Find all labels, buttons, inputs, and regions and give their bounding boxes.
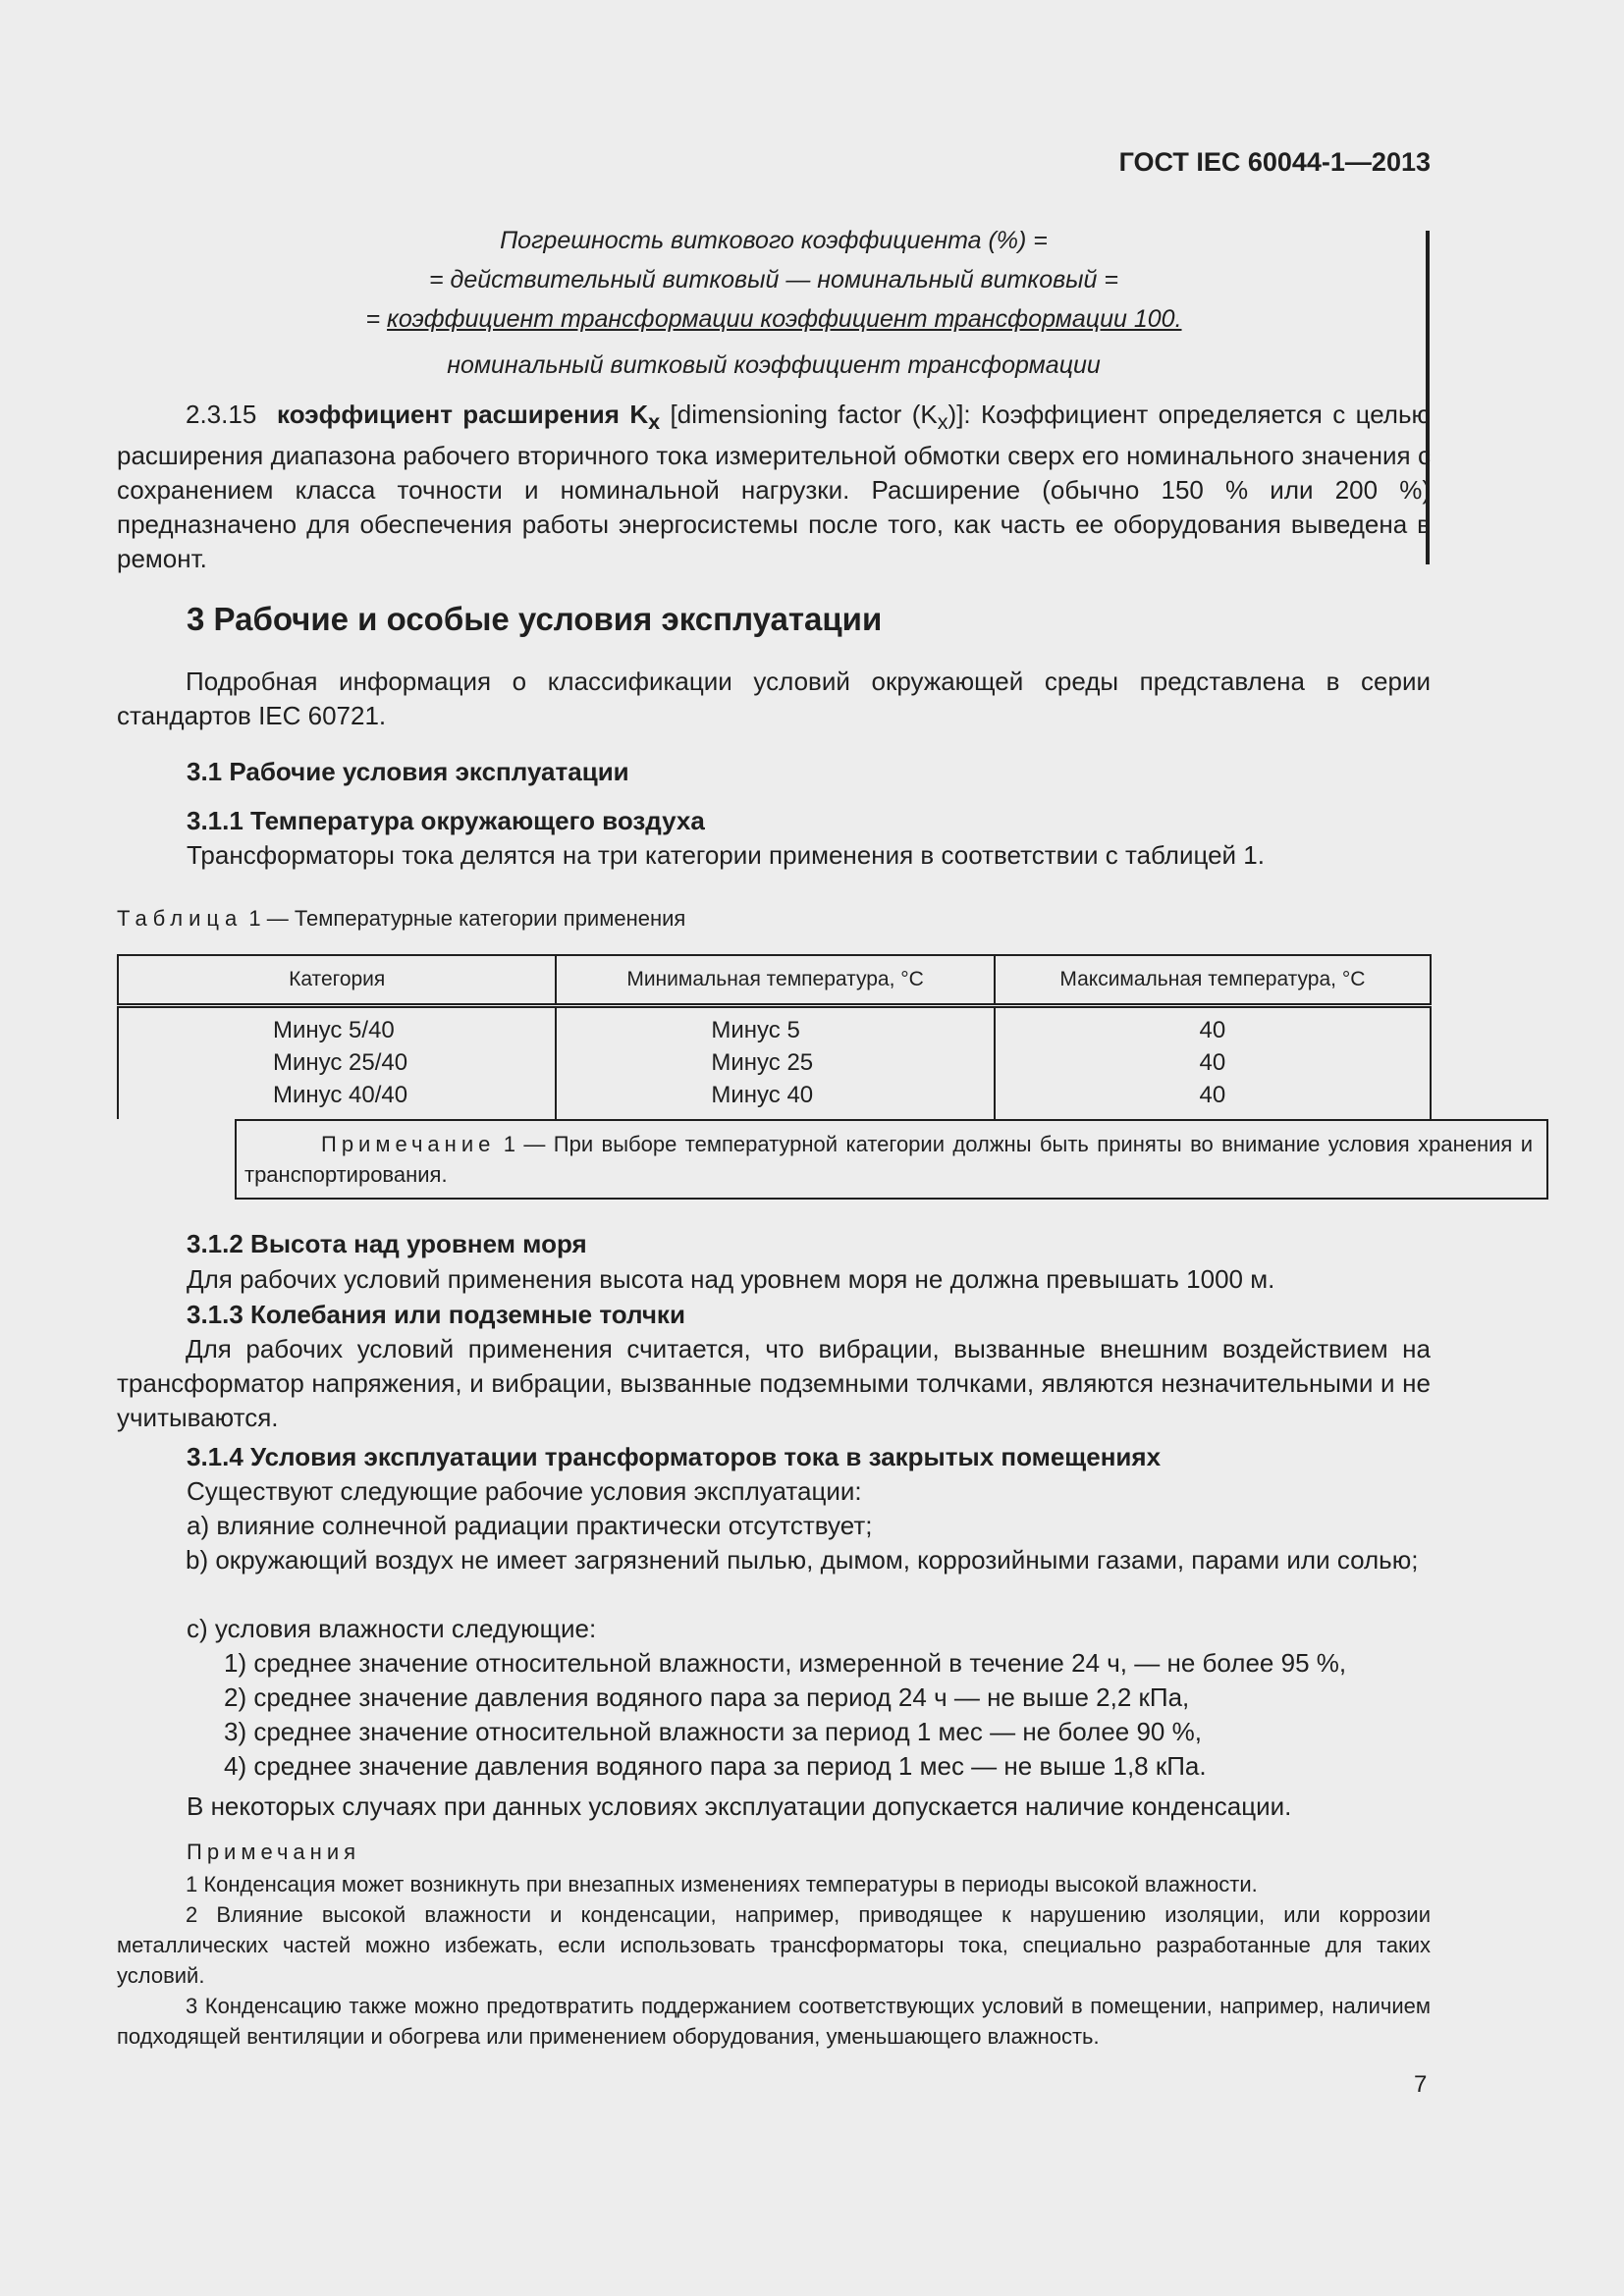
subsection-3-1-4-title: 3.1.4 Условия эксплуатации трансформаторов тока в закрытых помещениях	[187, 1442, 1162, 1471]
section-3-intro: Подробная информация о классификации условий окружающей среды представлена в серии стандартов IEC 60721.	[117, 667, 1431, 730]
column-header-max-temp: Максимальная температура, °С	[995, 955, 1431, 1006]
subsection-3-1-4-intro: Существуют следующие рабочие условия эксплуатации:	[187, 1476, 862, 1506]
min-temp-cell: Минус 5 Минус 25 Минус 40	[556, 1006, 994, 1120]
list-subitem-1: 1) среднее значение относительной влажности, измеренной в течение 24 ч, — не более 95 %,	[224, 1648, 1347, 1678]
list-subitem-4: 4) среднее значение давления водяного пара за период 1 мес — не выше 1,8 кПа.	[224, 1751, 1207, 1781]
list-subitem-3: 3) среднее значение относительной влажности за период 1 мес — не более 90 %,	[224, 1717, 1202, 1746]
table-caption	[117, 906, 685, 932]
table-note-row	[235, 1119, 1548, 1200]
max-temp-cell: 40 40 40	[995, 1006, 1431, 1120]
subsection-3-1-3-title: 3.1.3 Колебания или подземные толчки	[187, 1300, 685, 1329]
subsection-3-1-title: 3.1 Рабочие условия эксплуатации	[187, 757, 629, 786]
clause-text: Коэффициент определяется с целью расширения диапазона рабочего вторичного тока измерительной обмотки сверх его номинального значения с сохранением класса точности и номинальной нагрузки. Расширение (обычно 150 % или 200 %) предназначено для обеспечения работы энергосистемы после того, как часть ее оборудования выведена в ремонт.	[117, 400, 1432, 574]
subsection-3-1-1-title: 3.1.1 Температура окружающего воздуха	[187, 806, 705, 835]
formula-numerator: коэффициент трансформации коэффициент трансформации 100.	[387, 305, 1182, 333]
table-row	[118, 1006, 1431, 1120]
column-header-category: Категория	[118, 955, 556, 1006]
table-note: Примечание 1 — При выборе температурной категории должны быть приняты во внимание условия хранения и транспортирования.	[236, 1120, 1547, 1199]
condensation-sentence: В некоторых случаях при данных условиях эксплуатации допускается наличие конденсации.	[187, 1791, 1292, 1821]
formula-line-2: = действительный витковый — номинальный витковый =	[428, 266, 1119, 294]
list-item-c: с) условия влажности следующие:	[187, 1614, 597, 1643]
notes-heading: Примечания	[187, 1840, 361, 1864]
list-subitem-2: 2) среднее значение давления водяного пара за период 24 ч — не выше 2,2 кПа,	[224, 1682, 1190, 1712]
formula-line-3	[118, 305, 1430, 334]
column-header-min-temp: Минимальная температура, °С	[556, 955, 994, 1006]
subsection-3-1-1-text: Трансформаторы тока делятся на три категории применения в соответствии с таблицей 1.	[187, 840, 1265, 870]
category-cell: Минус 5/40 Минус 25/40 Минус 40/40	[118, 1006, 556, 1120]
document-header-id: ГОСТ IEC 60044-1—2013	[1118, 147, 1431, 177]
clause-number: 2.3.15	[186, 400, 257, 429]
clause-2-3-15	[117, 398, 1431, 576]
note-3: 3 Конденсацию также можно предотвратить поддержанием соответствующих условий в помещении, например, наличием подходящей вентиляции и обогрева или применением оборудования, уменьшающего влажность.	[117, 1994, 1431, 2049]
section-3-title: 3 Рабочие и особые условия эксплуатации	[187, 601, 883, 637]
formula-line-3-prefix: =	[365, 305, 388, 333]
table-caption-label: Таблица	[117, 906, 244, 931]
note-1: 1 Конденсация может возникнуть при внезапных изменениях температуры в периоды высокой влажности.	[186, 1872, 1258, 1896]
subsection-3-1-2-title: 3.1.2 Высота над уровнем моря	[187, 1229, 587, 1258]
list-item-a: а) влияние солнечной радиации практически отсутствует;	[187, 1511, 873, 1540]
term-english: [dimensioning factor $(K_x)$]:	[660, 400, 971, 435]
formula-line-1: Погрешность виткового коэффициента (%) =	[500, 227, 1048, 254]
temperature-categories-table	[117, 954, 1533, 1187]
table-caption-text: 1 — Температурные категории применения	[243, 906, 686, 931]
term-name: коэффициент расширения $K_x$	[277, 400, 661, 435]
formula-denominator: номинальный витковый коэффициент трансформации	[447, 351, 1101, 379]
page-number: 7	[1414, 2071, 1428, 2098]
subsection-3-1-2-text: Для рабочих условий применения высота над уровнем моря не должна превышать 1000 м.	[187, 1264, 1275, 1294]
list-item-b: b) окружающий воздух не имеет загрязнений пылью, дымом, коррозийными газами, парами или солью;	[186, 1545, 1419, 1575]
subsection-3-1-3-text: Для рабочих условий применения считается, что вибрации, вызванные внешним воздействием на трансформатор напряжения, и вибрации, вызванные подземными толчками, являются незначительными и не учитываются.	[117, 1334, 1431, 1432]
note-2: 2 Влияние высокой влажности и конденсации, например, приводящее к нарушению изоляции, или коррозии металлических частей можно избежать, если использовать трансформаторы тока, специально разработанные для таких условий.	[117, 1902, 1431, 1988]
